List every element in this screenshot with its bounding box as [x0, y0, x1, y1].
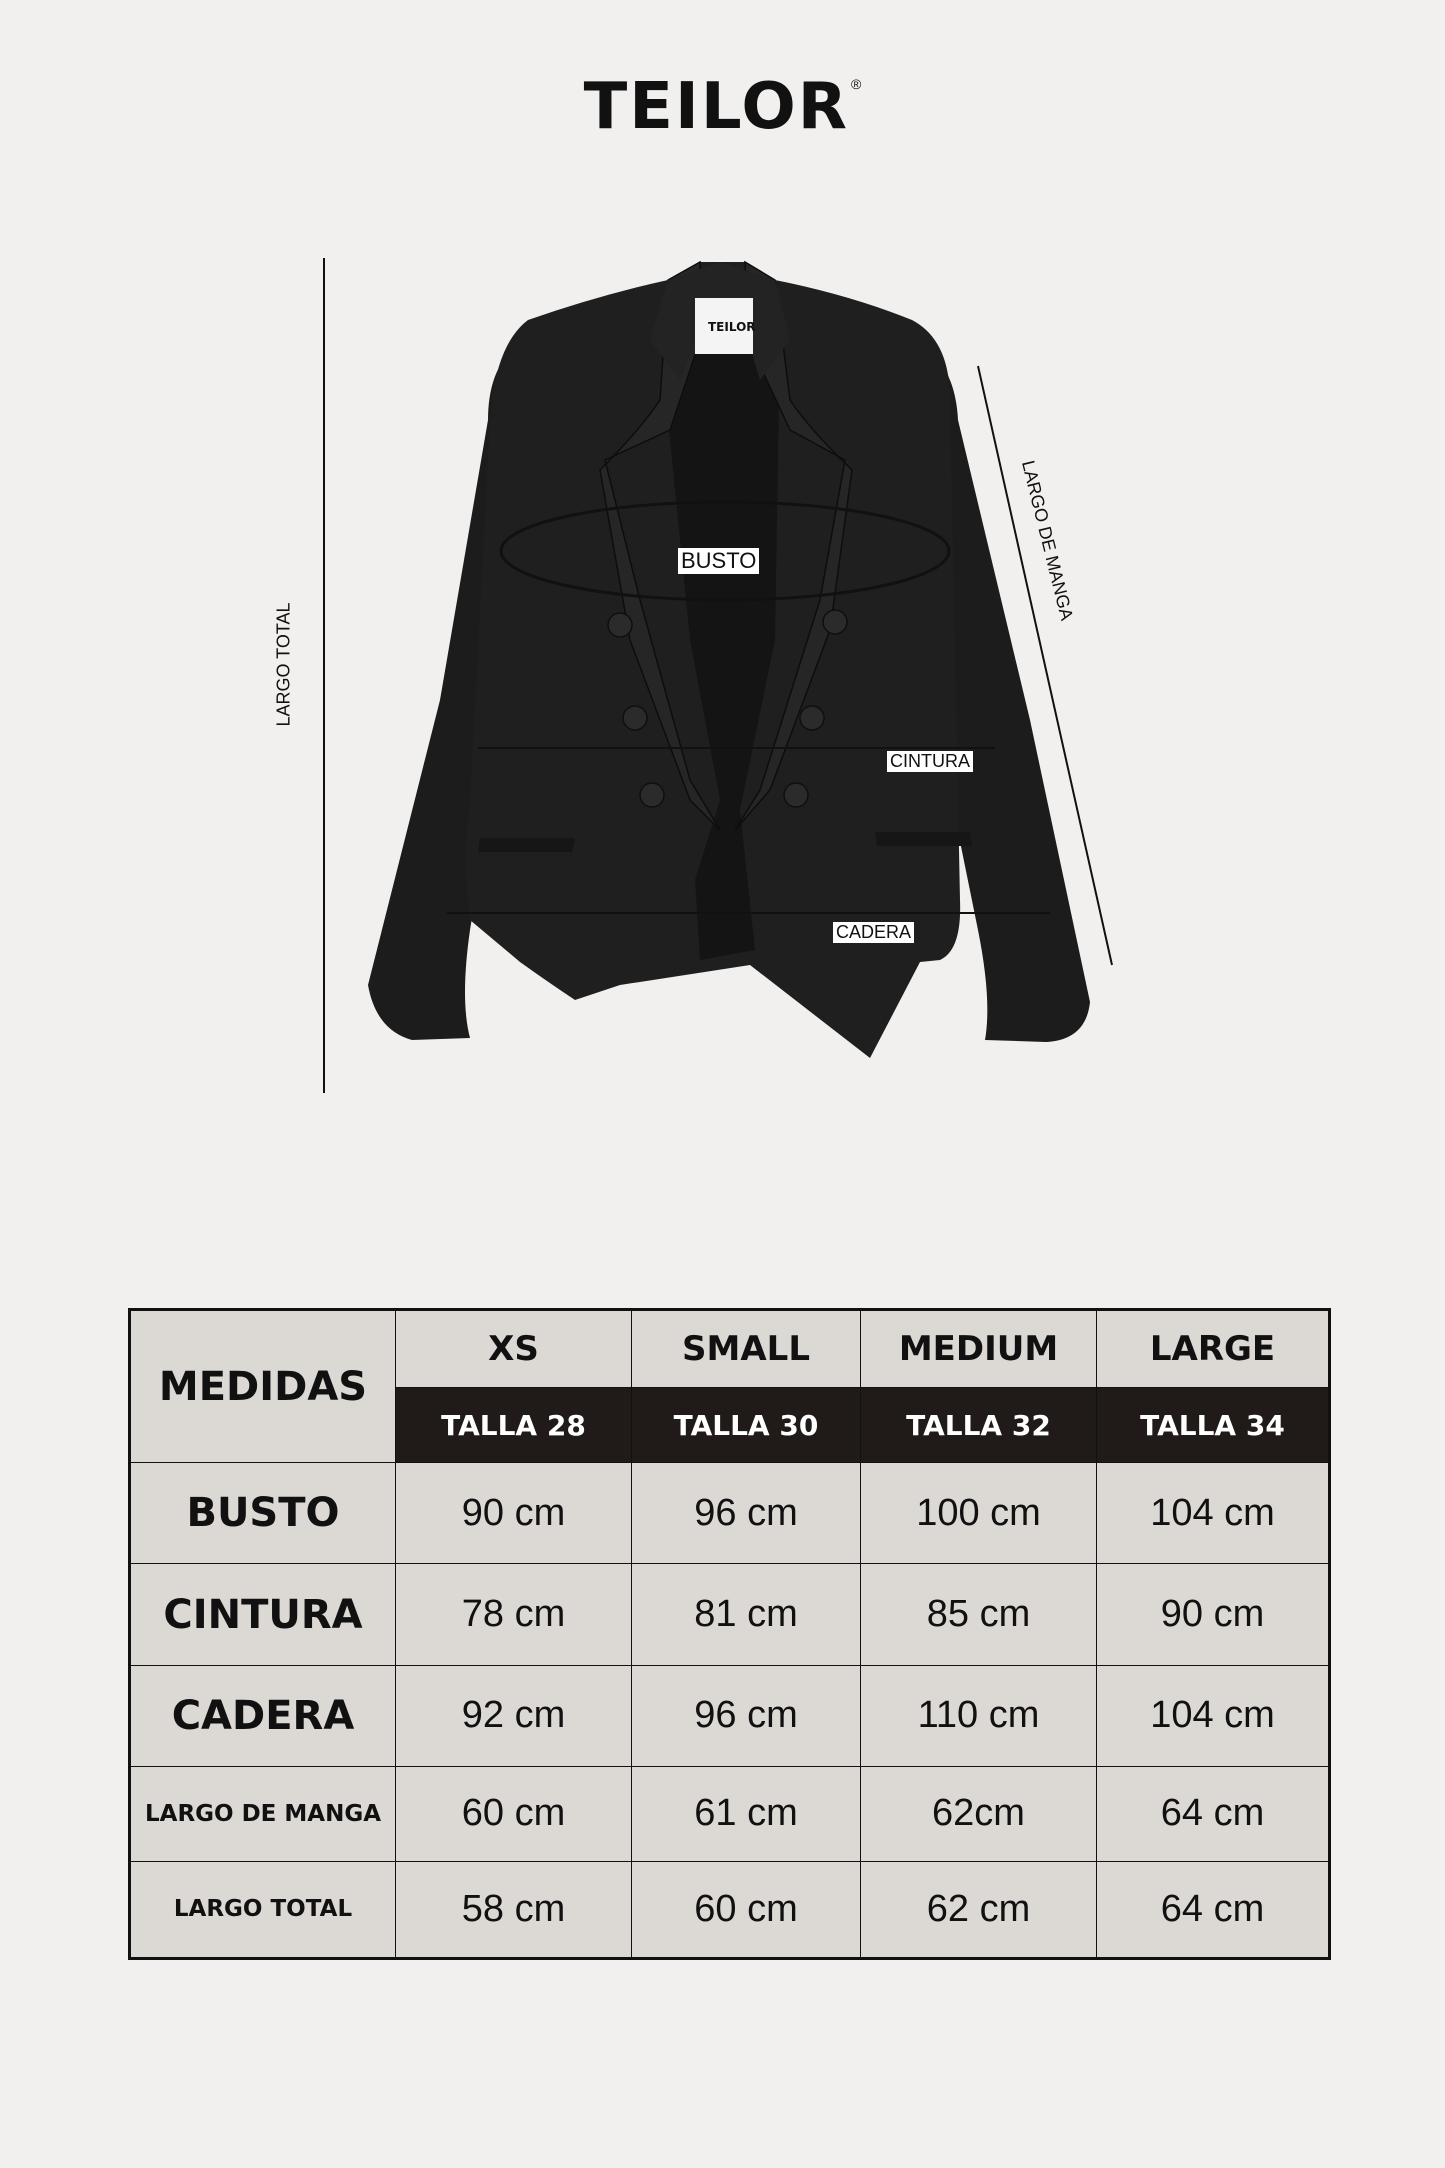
talla-header-34: TALLA 34: [1097, 1388, 1330, 1463]
talla-header-28: TALLA 28: [396, 1388, 632, 1463]
table-row: [130, 1861, 1330, 1958]
cintura-label: CINTURA: [887, 751, 973, 772]
garment-tag-logo: TEILOR: [708, 320, 756, 334]
talla-header-30: TALLA 30: [632, 1388, 861, 1463]
table-cell: 90 cm: [1097, 1564, 1330, 1665]
table-cell: 58 cm: [396, 1861, 632, 1958]
table-cell: 60 cm: [396, 1767, 632, 1862]
row-label-cadera: CADERA: [130, 1665, 396, 1766]
medidas-header: MEDIDAS: [130, 1310, 396, 1463]
table-cell: 81 cm: [632, 1564, 861, 1665]
table-row: [130, 1665, 1330, 1766]
registered-mark: ®: [851, 76, 862, 92]
row-label-largo-total: LARGO TOTAL: [130, 1861, 396, 1958]
size-header-xs: XS: [396, 1310, 632, 1388]
table-cell: 62cm: [861, 1767, 1097, 1862]
busto-label: BUSTO: [678, 548, 759, 574]
table-cell: 60 cm: [632, 1861, 861, 1958]
table-cell: 61 cm: [632, 1767, 861, 1862]
table-cell: 90 cm: [396, 1463, 632, 1564]
size-header-small: SMALL: [632, 1310, 861, 1388]
size-chart-table: [128, 1308, 1331, 1960]
table-cell: 78 cm: [396, 1564, 632, 1665]
table-cell: 85 cm: [861, 1564, 1097, 1665]
table-cell: 64 cm: [1097, 1767, 1330, 1862]
row-label-busto: BUSTO: [130, 1463, 396, 1564]
talla-header-32: TALLA 32: [861, 1388, 1097, 1463]
largo-manga-label: LARGO DE MANGA: [1017, 458, 1078, 623]
table-row: [130, 1463, 1330, 1564]
table-cell: 62 cm: [861, 1861, 1097, 1958]
size-header-row: [130, 1310, 1330, 1388]
largo-total-label: LARGO TOTAL: [273, 602, 294, 727]
table-cell: 92 cm: [396, 1665, 632, 1766]
table-cell: 100 cm: [861, 1463, 1097, 1564]
row-label-largo-manga: LARGO DE MANGA: [130, 1767, 396, 1862]
table-row: [130, 1767, 1330, 1862]
table-cell: 64 cm: [1097, 1861, 1330, 1958]
table-cell: 110 cm: [861, 1665, 1097, 1766]
table-row: [130, 1564, 1330, 1665]
table-cell: 104 cm: [1097, 1665, 1330, 1766]
table-cell: 96 cm: [632, 1463, 861, 1564]
table-cell: 104 cm: [1097, 1463, 1330, 1564]
size-header-large: LARGE: [1097, 1310, 1330, 1388]
row-label-cintura: CINTURA: [130, 1564, 396, 1665]
size-header-medium: MEDIUM: [861, 1310, 1097, 1388]
brand-logo-text: TEILOR: [583, 70, 850, 144]
table-cell: 96 cm: [632, 1665, 861, 1766]
cadera-label: CADERA: [833, 922, 914, 943]
